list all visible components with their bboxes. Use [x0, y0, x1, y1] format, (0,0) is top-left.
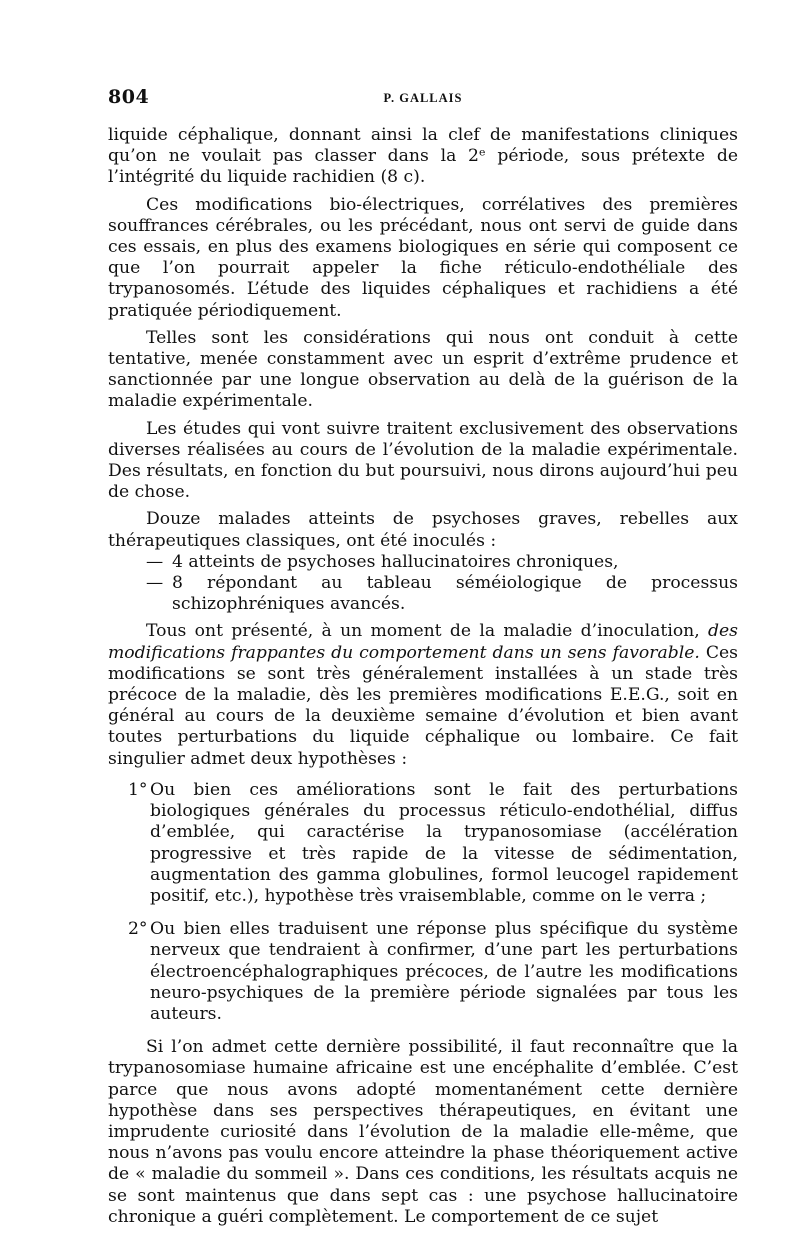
item-number: 1° — [128, 779, 148, 800]
paragraph-6 — [108, 621, 738, 769]
page-number: 804 — [108, 86, 150, 108]
list-item — [108, 573, 738, 615]
numbered-item — [108, 919, 738, 1025]
paragraph-6-end: Ces modifications se sont très généralement installées à un stade très précoce de la maladie, dès les premières modifications E.E.G., soit en général au cours de la deuxième semaine d’évolution et bien avant toutes perturbations du liquide céphalique ou lombaire. Ce fait singulier admet deux hypothèses : — [108, 642, 738, 769]
item-number: 2° — [128, 919, 148, 940]
numbered-item-text: Ou bien elles traduisent une réponse plus spécifique du système nerveux que tendraient à confirmer, d’une part les perturbations électroencéphalographiques précoces, de l’autre les modifications neuro-psychiques de la première période signalées par tous les auteurs. — [150, 919, 738, 1024]
paragraph-5: Douze malades atteints de psychoses graves, rebelles aux thérapeutiques classiques, ont été inoculés : — [108, 509, 738, 551]
running-head: P. GALLAIS — [383, 91, 463, 105]
numbered-item — [108, 780, 738, 907]
dash-list — [108, 552, 738, 616]
body-text — [108, 125, 738, 1234]
list-item-text: 8 répondant au tableau séméiologique de processus schizophréniques avancés. — [172, 573, 738, 615]
numbered-item-text: Ou bien ces améliorations sont le fait des perturbations biologiques générales du processus réticulo-endothélial, diffus d’emblée, qui caractérise la trypanosomiase (accélération progressive et très rapide de la vitesse de sédimentation, augmentation des gamma globulines, formol leucogel rapidement positif, etc.), hypothèse très vraisemblable, comme on le verra ; — [150, 779, 738, 906]
paragraph-7: Si l’on admet cette dernière possibilité, il faut reconnaître que la trypanosomiase humaine africaine est une encéphalite d’emblée. C’est parce que nous avons adopté momentanément cette dernière hypothèse dans ses perspectives thérapeutiques, en évitant une imprudente curiosité dans l’évolution de la maladie elle-même, que nous n’avons pas voulu encore atteindre la phase théoriquement active de « maladie du sommeil ». Dans ces conditions, les résultats acquis ne se sont maintenus que dans sept cas : une psychose hallucinatoire chronique a guéri complètement. Le comportement de ce sujet — [108, 1037, 738, 1227]
paragraph-6-emphasis: des modifications frappantes du comportement dans un sens favorable. — [108, 621, 738, 663]
numbered-list — [108, 780, 738, 1025]
paragraph-2: Ces modifications bio-électriques, corrélatives des premières souffrances cérébrales, ou les précédant, nous ont servi de guide dans ces essais, en plus des examens biologiques en série qui composent ce que l’on pourrait appeler la fiche réticulo-endothéliale des trypanosomés. L’étude des liquides céphaliques et rachidiens a été pratiquée périodiquement. — [108, 194, 738, 321]
paragraph-3: Telles sont les considérations qui nous ont conduit à cette tentative, menée constamment avec un esprit d’extrême prudence et sanctionnée par une longue observation au delà de la guérison de la maladie expérimentale. — [108, 327, 738, 412]
dash-marker: — — [146, 551, 164, 572]
paragraph-4: Les études qui vont suivre traitent exclusivement des observations diverses réalisées au cours de l’évolution de la maladie expérimentale. Des résultats, en fonction du but poursuivi, nous dirons aujourd’hui peu de chose. — [108, 418, 738, 503]
paragraph-1: liquide céphalique, donnant ainsi la clef de manifestations cliniques qu’on ne voulait pas classer dans la 2ᵉ période, sous prétexte de l’intégrité du liquide rachidien (8 c). — [108, 125, 738, 188]
list-item-text: 4 atteints de psychoses hallucinatoires chroniques, — [172, 551, 619, 572]
list-item — [108, 552, 738, 573]
dash-marker: — — [146, 573, 164, 594]
page-header — [108, 86, 738, 114]
paragraph-6-start: Tous ont présenté, à un moment de la maladie d’inoculation, — [146, 621, 708, 642]
